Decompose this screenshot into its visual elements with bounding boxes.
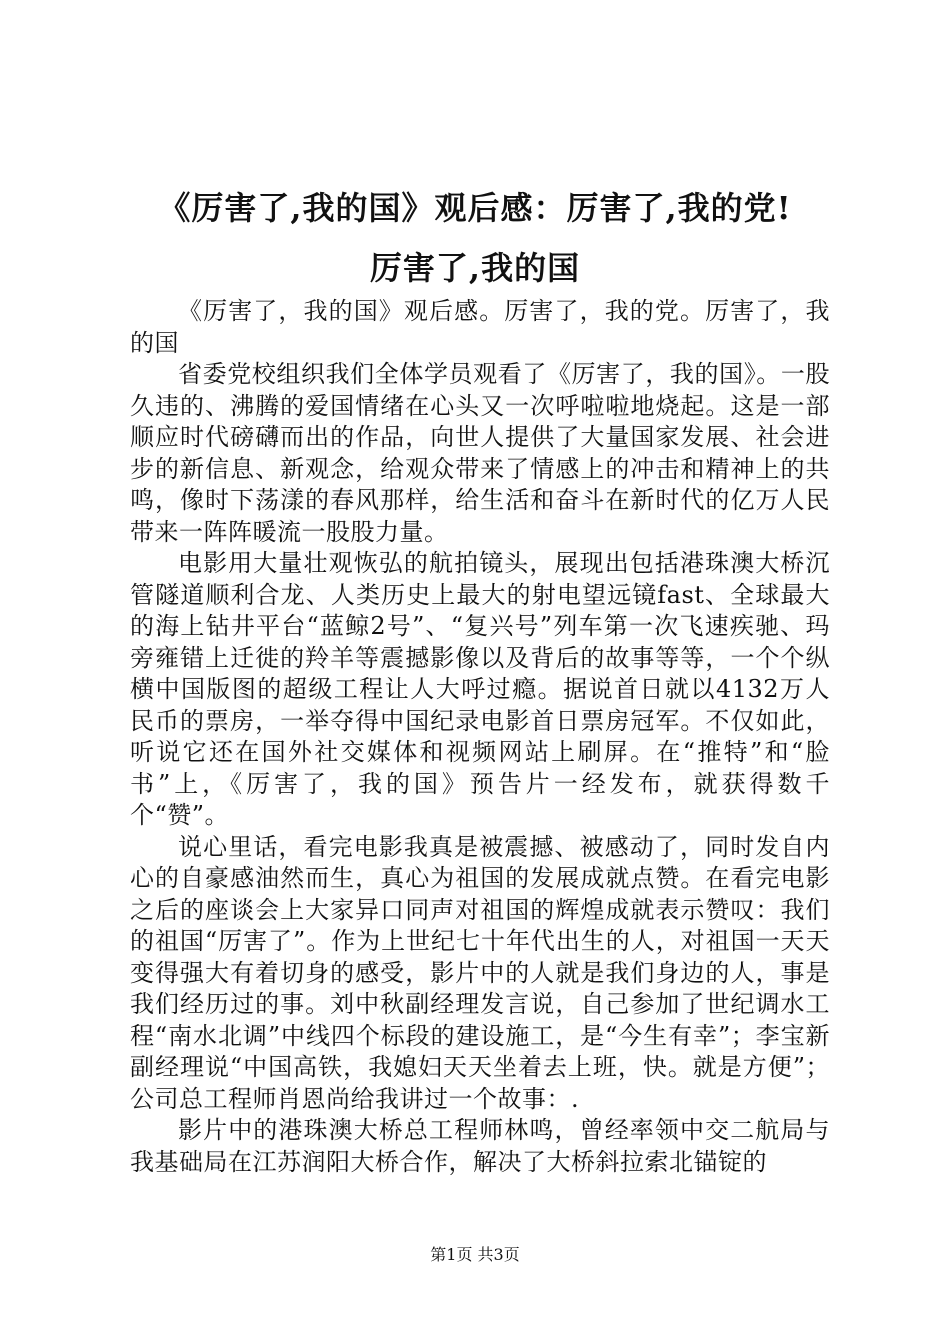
paragraph-5: 影片中的港珠澳大桥总工程师林鸣，曾经率领中交二航局与我基础局在江苏润阳大桥合作，解决了大桥斜拉索北锚锭的 xyxy=(130,1116,830,1176)
page-number-footer: 第1页 共3页 xyxy=(430,1245,520,1264)
document-body xyxy=(130,296,830,1178)
paragraph-3: 电影用大量壮观恢弘的航拍镜头，展现出包括港珠澳大桥沉管隧道顺利合龙、人类历史上最大的射电望远镜fast、全球最大的海上钻井平台“蓝鲸2号”、“复兴号”列车第一次飞速疾驰、玛旁雍错上迁徙的羚羊等震撼影像以及背后的故事等等，一个个纵横中国版图的超级工程让人大呼过瘾。据说首日就以4132万人民币的票房，一举夺得中国纪录电影首日票房冠军。不仅如此，听说它还在国外社交媒体和视频网站上刷屏。在“推特”和“脸书”上，《厉害了，我的国》预告片一经发布，就获得数千个“赞”。 xyxy=(130,549,830,829)
document-title-line-1: 《厉害了,我的国》观后感：厉害了,我的党! xyxy=(158,189,792,227)
document-title-line-2: 厉害了,我的国 xyxy=(369,249,581,287)
paragraph-4: 说心里话，看完电影我真是被震撼、被感动了，同时发自内心的自豪感油然而生，真心为祖国的发展成就点赞。在看完电影之后的座谈会上大家异口同声对祖国的辉煌成就表示赞叹：我们的祖国“厉害了”。作为上世纪七十年代出生的人，对祖国一天天变得强大有着切身的感受，影片中的人就是我们身边的人，事是我们经历过的事。刘中秋副经理发言说，自己参加了世纪调水工程“南水北调”中线四个标段的建设施工，是“今生有幸”；李宝新副经理说“中国高铁，我媳妇天天坐着去上班，快。就是方便”；公司总工程师肖恩尚给我讲过一个故事：. xyxy=(130,832,830,1113)
paragraph-1: 《厉害了，我的国》观后感。厉害了，我的党。厉害了，我的国 xyxy=(130,297,830,357)
paragraph-2: 省委党校组织我们全体学员观看了《厉害了，我的国》。一股久违的、沸腾的爱国情绪在心头又一次呼啦啦地烧起。这是一部顺应时代磅礴而出的作品，向世人提供了大量国家发展、社会进步的新信息、新观念，给观众带来了情感上的冲击和精神上的共鸣，像时下荡漾的春风那样，给生活和奋斗在新时代的亿万人民带来一阵阵暖流一股股力量。 xyxy=(130,360,830,546)
